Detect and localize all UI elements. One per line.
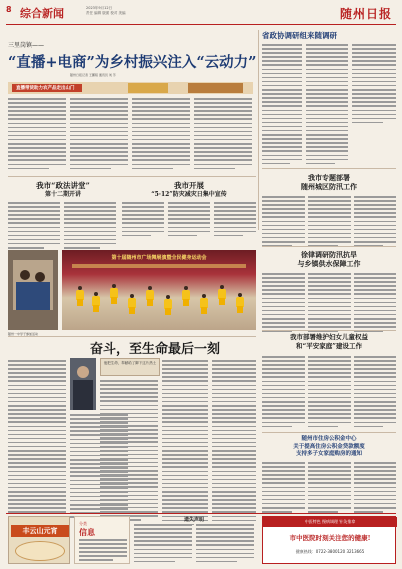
dance-photo [62, 250, 256, 330]
right-ad-text-col2 [308, 462, 351, 515]
right-top-text-col2 [306, 44, 348, 167]
right-low-title-line2: 和“平安家庭”建设工作 [296, 342, 362, 350]
right-mid1-title-line2: 随州城区防汛工作 [301, 182, 357, 191]
right-low-headline [262, 333, 396, 351]
page-number: 8 [6, 5, 12, 14]
right-top-text-col1 [262, 44, 302, 167]
right-mid1-title-line1: 我市专题部署 [308, 173, 350, 182]
right-low-text-col3 [354, 356, 396, 430]
lead-photo-strip [8, 82, 253, 94]
footer-notices [134, 516, 254, 564]
left-photo-caption: 随州一中学子参加活动 [8, 332, 39, 336]
right-divider-2 [262, 246, 396, 247]
footer-classified-title: 信息 [79, 527, 95, 537]
mid-divider [8, 176, 256, 177]
right-mid2-text-col3 [354, 273, 396, 334]
lead-text-col3 [132, 98, 190, 172]
header-editors: 责任 编辑 版面 校对 美编 [86, 11, 126, 15]
footer-classified-tag: 分类 [79, 521, 87, 526]
left-mid-title-line2: 第十二期开讲 [44, 191, 81, 198]
section-name: 综合新闻 [20, 7, 64, 20]
right-divider-1 [262, 168, 396, 169]
feature-portrait [70, 358, 96, 410]
left-mid-title-line1: 我市“政法讲堂” [36, 181, 90, 190]
right-divider-3 [262, 330, 396, 331]
left-small-photo [8, 250, 58, 330]
feature-text-col5 [212, 360, 256, 528]
feature-subhead-box: 他把生命，奉献给了脚下这片热土 [100, 358, 160, 376]
right-low-text-col2 [308, 356, 351, 430]
feature-text-col3 [100, 380, 158, 523]
right-low-title-line1: 我市部署维护妇女儿童权益 [290, 333, 368, 341]
left-mid-text-col1 [8, 202, 60, 251]
right-mid2-text-col1 [262, 273, 305, 334]
feature-headline: 奋斗，至生命最后一刻 [90, 342, 221, 357]
center-mid-title-line2: “5·12”防灾减灾日集中宣传 [151, 191, 227, 198]
center-mid-text-col1 [122, 202, 164, 239]
right-mid1-text-col1 [262, 196, 305, 249]
footer-hospital-phone: 健康热线：0722-3800120 3213665 [295, 549, 365, 554]
right-divider-4 [262, 432, 396, 433]
right-low-text-col1 [262, 356, 305, 430]
right-ad-line2: 关于提高住房公积金贷款额度 [293, 443, 365, 450]
footer-divider [6, 513, 396, 514]
footer-ad-classified [74, 516, 130, 564]
lead-byline: 随州日报记者 王鹏程 通讯员 刘 芳 [70, 73, 116, 77]
column-divider [258, 30, 259, 230]
feature-text-col4 [162, 360, 208, 528]
right-mid2-text-col2 [308, 273, 351, 334]
right-ad-line1: 随州市住房公积金中心 [301, 436, 357, 442]
left-mid-text-col2 [64, 202, 116, 251]
right-mid1-text-col2 [308, 196, 351, 249]
lead-text-col1 [8, 98, 66, 172]
center-mid-title-line1: 我市开展 [174, 181, 204, 190]
right-mid2-headline [262, 250, 396, 268]
footer-notice-title: 遗失声明 [183, 517, 204, 523]
feature-text-col1 [8, 360, 66, 536]
center-mid-text-col3 [214, 202, 256, 239]
center-mid-headline [122, 181, 256, 199]
lead-kicker: 三里岗镇—— [8, 42, 45, 49]
lead-photo-caption: 直播带货助力农产品走出山门 [16, 85, 75, 91]
masthead-logo: 随州日报 [339, 7, 392, 21]
right-mid2-title-line2: 与乡镇供水保障工作 [297, 259, 361, 268]
center-mid-text-col2 [168, 202, 210, 239]
header-meta [86, 6, 125, 16]
right-ad-line3: 支持多子女家庭购房的通知 [295, 451, 362, 457]
feature-divider [8, 336, 256, 337]
footer-hospital-title: 市中医院时刻关注您的健康! [289, 534, 371, 542]
lead-text-col4 [194, 98, 252, 172]
right-ad-title [262, 436, 396, 459]
right-mid1-headline [262, 173, 396, 191]
dance-photo-banner: 第十届随州市广场舞展演暨全民健身运动会 [111, 255, 207, 261]
right-top-headline: 省政协调研组来随调研 [262, 31, 337, 40]
right-ad-text-col1 [262, 462, 305, 515]
right-mid1-text-col3 [354, 196, 396, 249]
header-date: 2023年9月12日 [86, 6, 113, 10]
lead-text-col2 [70, 98, 128, 172]
footer-ad-hospital [262, 516, 396, 564]
page-header [6, 3, 396, 25]
right-mid2-title-line1: 徐律调研防汛抗旱 [301, 250, 357, 259]
right-ad-text-col3 [354, 462, 396, 515]
footer-ad-food [8, 516, 70, 564]
footer-hospital-top: 中医特色 慢病调理 针灸推拿 [304, 519, 356, 524]
right-top-text-col3 [352, 44, 396, 126]
left-mid-headline [8, 181, 118, 199]
lead-headline: “直播+电商”为乡村振兴注入“云动力” [8, 54, 257, 71]
footer-ad-food-text: 丰云山元宵 [22, 526, 58, 535]
